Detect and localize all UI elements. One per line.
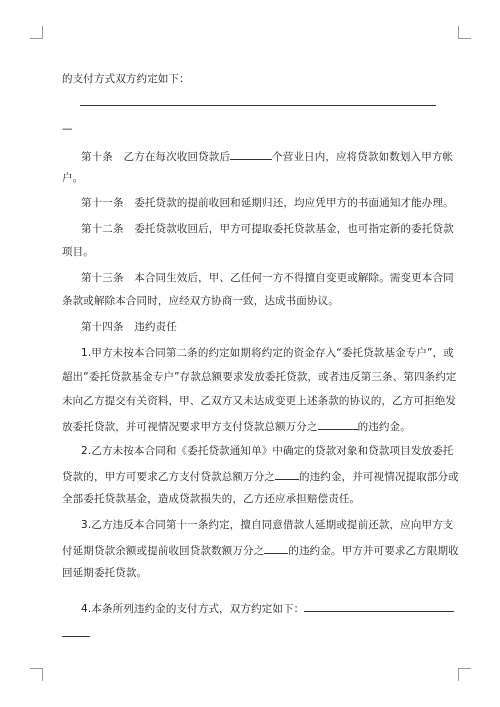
article-12-line-2: 项目。 (62, 246, 94, 258)
clause-1-line-4 (62, 418, 411, 434)
clause-2-text-a: 贷款的，甲方可要求乙方支付贷款总额万分之 (62, 471, 275, 483)
penalty-rate-blank-2[interactable] (275, 468, 299, 480)
clause-3-line-1: 3.乙方违反本合同第十一条约定，擅自同意借款人延期或提前还款，应向甲方支 (81, 519, 454, 531)
clause-4-line-1 (81, 600, 454, 616)
article-11: 第十一条 委托贷款的提前收回和延期归还，均应凭甲方的书面通知才能办理。 (81, 197, 454, 209)
clause-1-line-1: 1.甲方未按本合同第二条的约定如期将约定的资金存入“委托贷款基金专户”，或 (81, 347, 454, 359)
corner-mark-top-right (458, 26, 471, 39)
clause-1-line-3: 未向乙方提交有关资料，甲、乙双方又未达成变更上述条款的协议的，乙方可拒绝发 (62, 395, 457, 407)
payment-method-continuation-line[interactable] (62, 636, 90, 637)
clause-2-line-3: 全部委托贷款基金，造成贷款损失的，乙方还应承担赔偿责任。 (62, 493, 361, 505)
clause-2-line-2 (62, 468, 459, 484)
penalty-rate-blank-1[interactable] (318, 418, 358, 430)
article-10-line-2: 户。 (62, 172, 84, 184)
clause-4-text: 4.本条所列违约金的支付方式，双方约定如下： (81, 603, 305, 615)
days-blank[interactable] (230, 148, 272, 160)
clause-1-text-b: 的违约金。 (357, 421, 411, 433)
corner-mark-bottom-right (458, 668, 471, 681)
clause-1-text-a: 放委托贷款，并可视情况要求甲方支付贷款总额万分之 (62, 421, 318, 433)
article-13-line-2: 条款或解除本合同时，应经双方协商一致，达成书面协议。 (62, 295, 339, 307)
article-10-text-a: 第十条 乙方在每次收回贷款后 (81, 151, 231, 163)
penalty-rate-blank-3[interactable] (264, 542, 288, 554)
fill-line[interactable] (80, 105, 436, 106)
article-14-title: 第十四条 违约责任 (81, 321, 177, 333)
clause-3-line-3: 回延期委托贷款。 (62, 567, 148, 579)
intro-line: 的支付方式双方约定如下： (62, 73, 190, 85)
corner-mark-bottom-left (30, 668, 43, 681)
clause-2-text-b: 的违约金，并可视情况提取部分或 (299, 471, 459, 483)
payment-method-blank[interactable] (304, 600, 454, 612)
article-12-line-1: 第十二条 委托贷款收回后，甲方可提取委托贷款基金，也可指定新的委托贷款 (81, 223, 454, 235)
clause-1-line-2: 超出“委托贷款基金专户”存款总额要求发放委托贷款，或者违反第三条、第四条约定 (62, 371, 457, 383)
article-10-line-1 (81, 148, 453, 164)
article-13-line-1: 第十三条 本合同生效后，甲、乙任何一方不得擅自变更或解除。需变更本合同 (81, 272, 454, 284)
clause-3-text-a: 付延期贷款余额或提前收回贷款数额万分之 (62, 545, 265, 557)
dash-line: — (62, 123, 73, 135)
clause-3-line-2 (62, 542, 459, 558)
article-10-text-b: 个营业日内，应将贷款如数划入甲方帐 (272, 151, 454, 163)
clause-2-line-1: 2.乙方未按本合同和《委托贷款通知单》中确定的贷款对象和贷款项目发放委托 (81, 445, 454, 457)
corner-mark-top-left (30, 26, 43, 39)
clause-3-text-b: 的违约金。甲方并可要求乙方限期收 (288, 545, 459, 557)
